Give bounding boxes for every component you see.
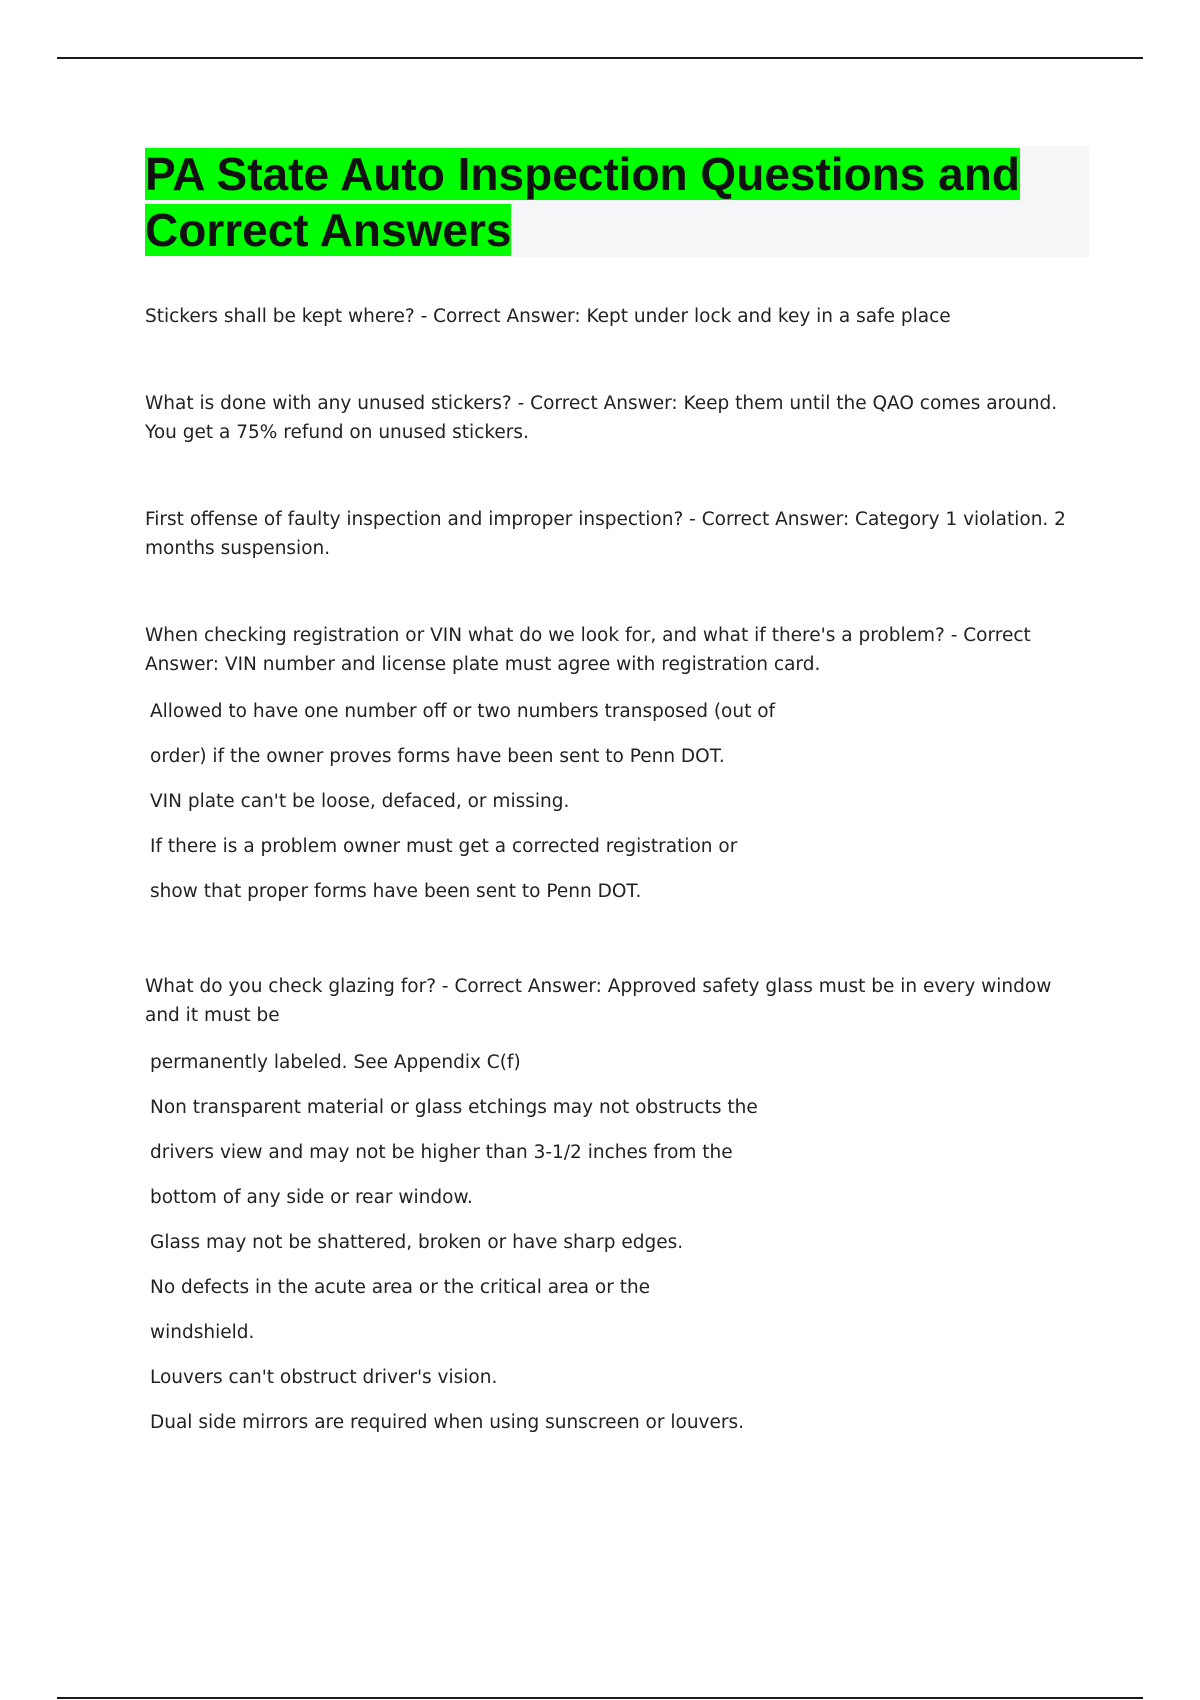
- answer-line: show that proper forms have been sent to Penn DOT.: [150, 881, 642, 902]
- qa-text: What is done with any unused stickers? - Correct Answer: Keep them until the QAO comes around. You get a 75% refund on unused stickers.: [145, 393, 1058, 443]
- title-block: [145, 146, 1089, 257]
- title-highlight: PA State Auto Inspection Questions and Correct Answers: [145, 148, 1020, 256]
- top-rule: [57, 57, 1143, 59]
- answer-line: bottom of any side or rear window.: [150, 1187, 473, 1208]
- answer-line: If there is a problem owner must get a corrected registration or: [150, 836, 738, 857]
- qa-text: When checking registration or VIN what do we look for, and what if there's a problem? - Correct Answer: VIN number and license plate must agree with registration card.: [145, 625, 1031, 675]
- qa-item-1: [145, 302, 1090, 331]
- qa-item-5: [145, 972, 1090, 1445]
- qa-item-2: [145, 389, 1090, 447]
- qa-text: Stickers shall be kept where? - Correct Answer: Kept under lock and key in a safe place: [145, 306, 951, 327]
- answer-line: No defects in the acute area or the critical area or the: [150, 1277, 651, 1298]
- answer-line: permanently labeled. See Appendix C(f): [150, 1052, 521, 1073]
- answer-line: Non transparent material or glass etchings may not obstructs the: [150, 1097, 758, 1118]
- qa-text: What do you check glazing for? - Correct Answer: Approved safety glass must be in every window and it must be: [145, 976, 1052, 1026]
- page-title: [145, 146, 1089, 258]
- answer-line: Dual side mirrors are required when using sunscreen or louvers.: [150, 1412, 744, 1433]
- answer-line: Allowed to have one number off or two numbers transposed (out of: [150, 701, 776, 722]
- qa-item-3: [145, 505, 1090, 563]
- answer-line: drivers view and may not be higher than 3-1/2 inches from the: [150, 1142, 733, 1163]
- answer-line: Louvers can't obstruct driver's vision.: [150, 1367, 498, 1388]
- qa-list: [145, 302, 1090, 1503]
- answer-line: Glass may not be shattered, broken or have sharp edges.: [150, 1232, 684, 1253]
- answer-continuation: [145, 1040, 1090, 1445]
- bottom-rule: [57, 1697, 1143, 1699]
- answer-line: VIN plate can't be loose, defaced, or missing.: [150, 791, 570, 812]
- answer-line: order) if the owner proves forms have been sent to Penn DOT.: [150, 746, 725, 767]
- qa-text: First offense of faulty inspection and improper inspection? - Correct Answer: Category 1 violation. 2 months suspension.: [145, 509, 1066, 559]
- answer-line: windshield.: [150, 1322, 255, 1343]
- qa-item-4: [145, 621, 1090, 914]
- answer-continuation: [145, 689, 1090, 914]
